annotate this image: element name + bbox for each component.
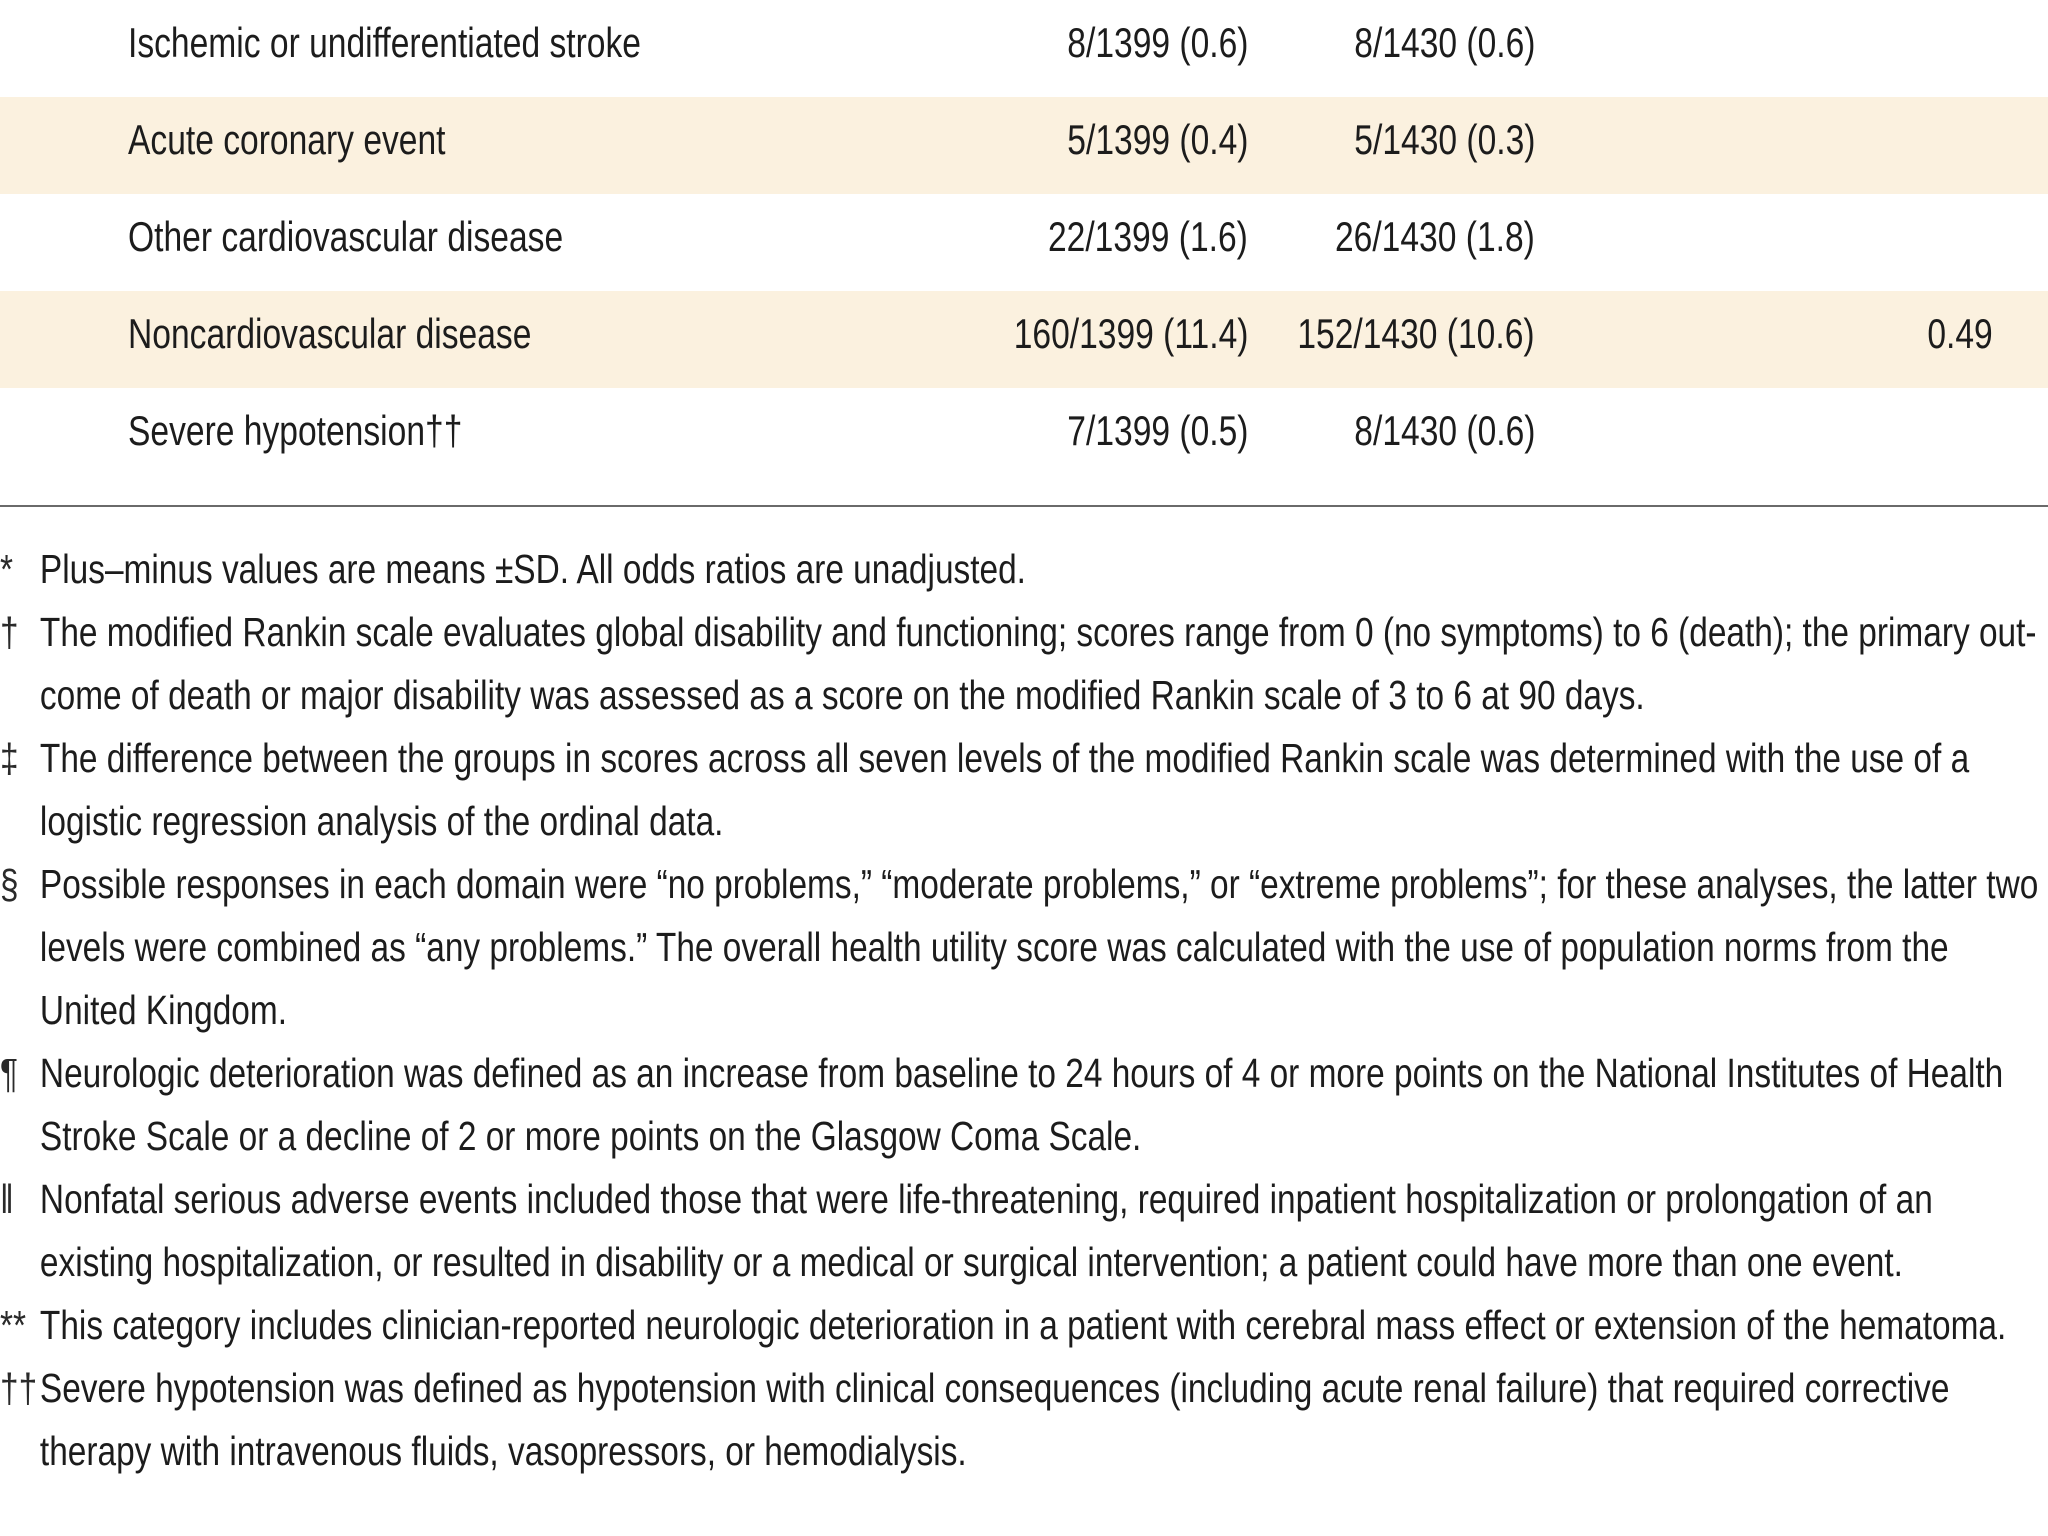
footnote — [0, 853, 2045, 1042]
p-value: 0.49 — [1927, 310, 1993, 357]
footnote-symbol: § — [0, 861, 19, 907]
footnote-text: Possible responses in each domain were “no problems,” “moderate problems,” or “extreme problems”; for these analyses, the latter two levels were combined as “any problems.” The overall health utility score was calculated with the use of population norms from the United Kingdom. — [39, 861, 2039, 1033]
footnote-symbol: * — [0, 546, 14, 592]
footnote-text: This category includes clinician-reported neurologic deterioration in a patient with cerebral mass effect or extension of the hematoma. — [39, 1302, 2007, 1348]
table-row — [0, 194, 2048, 291]
footnote — [0, 601, 2045, 727]
footnote — [0, 538, 2045, 601]
table-row — [0, 291, 2048, 388]
results-table — [0, 0, 2048, 485]
row-label: Other cardiovascular disease — [128, 213, 564, 260]
group2-value: 26/1430 (1.8) — [1335, 213, 1535, 260]
group1-value: 160/1399 (11.4) — [1013, 310, 1248, 357]
row-label: Severe hypotension†† — [128, 407, 463, 454]
table-row — [0, 388, 2048, 485]
group1-value: 8/1399 (0.6) — [1066, 19, 1248, 66]
group1-value: 7/1399 (0.5) — [1066, 407, 1248, 454]
group2-value: 8/1430 (0.6) — [1353, 407, 1535, 454]
group2-value: 152/1430 (10.6) — [1297, 310, 1535, 357]
footnote-text: Neurologic deterioration was defined as an increase from baseline to 24 hours of 4 or more points on the National Institutes of Health Stroke Scale or a decline of 2 or more points on the Glasgow Coma Scale. — [39, 1050, 2004, 1159]
table-bottom-rule — [0, 505, 2048, 507]
footnote — [0, 1042, 2045, 1168]
footnote-text: The modified Rankin scale evaluates global disability and functioning; scores range from 0 (no symptoms) to 6 (death); the primary out-come of death or major disability was assessed as a score on the modified Rankin scale of 3 to 6 at 90 days. — [39, 609, 2037, 718]
footnote-symbol: ** — [0, 1302, 27, 1348]
footnote — [0, 1357, 2045, 1483]
footnote-symbol: ¶ — [0, 1050, 18, 1096]
row-label: Noncardiovascular disease — [128, 310, 532, 357]
footnote-text: Severe hypotension was defined as hypotension with clinical consequences (including acute renal failure) that required corrective therapy with intravenous fluids, vasopressors, or hemodialysis. — [39, 1365, 1950, 1474]
group2-value: 5/1430 (0.3) — [1353, 116, 1535, 163]
table-row — [0, 0, 2048, 97]
footnote-symbol: †† — [0, 1365, 38, 1411]
row-label: Acute coronary event — [128, 116, 446, 163]
footnotes — [0, 538, 2048, 1483]
table-row — [0, 97, 2048, 194]
footnote-text: Plus–minus values are means ±SD. All odds ratios are unadjusted. — [39, 546, 1026, 592]
group1-value: 5/1399 (0.4) — [1066, 116, 1248, 163]
footnote — [0, 1294, 2045, 1357]
group1-value: 22/1399 (1.6) — [1048, 213, 1248, 260]
footnote-symbol: ‖ — [0, 1176, 14, 1222]
footnote — [0, 727, 2045, 853]
footnote-text: Nonfatal serious adverse events included those that were life-threatening, required inpatient hospitalization or prolongation of an existing hospitalization, or resulted in disability or a medical or surgical intervention; a patient could have more than one event. — [39, 1176, 1933, 1285]
footnote-text: The difference between the groups in scores across all seven levels of the modified Rankin scale was determined with the use of a logistic regression analysis of the ordinal data. — [39, 735, 1970, 844]
footnote-symbol: † — [0, 609, 19, 655]
footnote — [0, 1168, 2045, 1294]
row-label: Ischemic or undifferentiated stroke — [128, 19, 641, 66]
group2-value: 8/1430 (0.6) — [1353, 19, 1535, 66]
footnote-symbol: ‡ — [0, 735, 19, 781]
